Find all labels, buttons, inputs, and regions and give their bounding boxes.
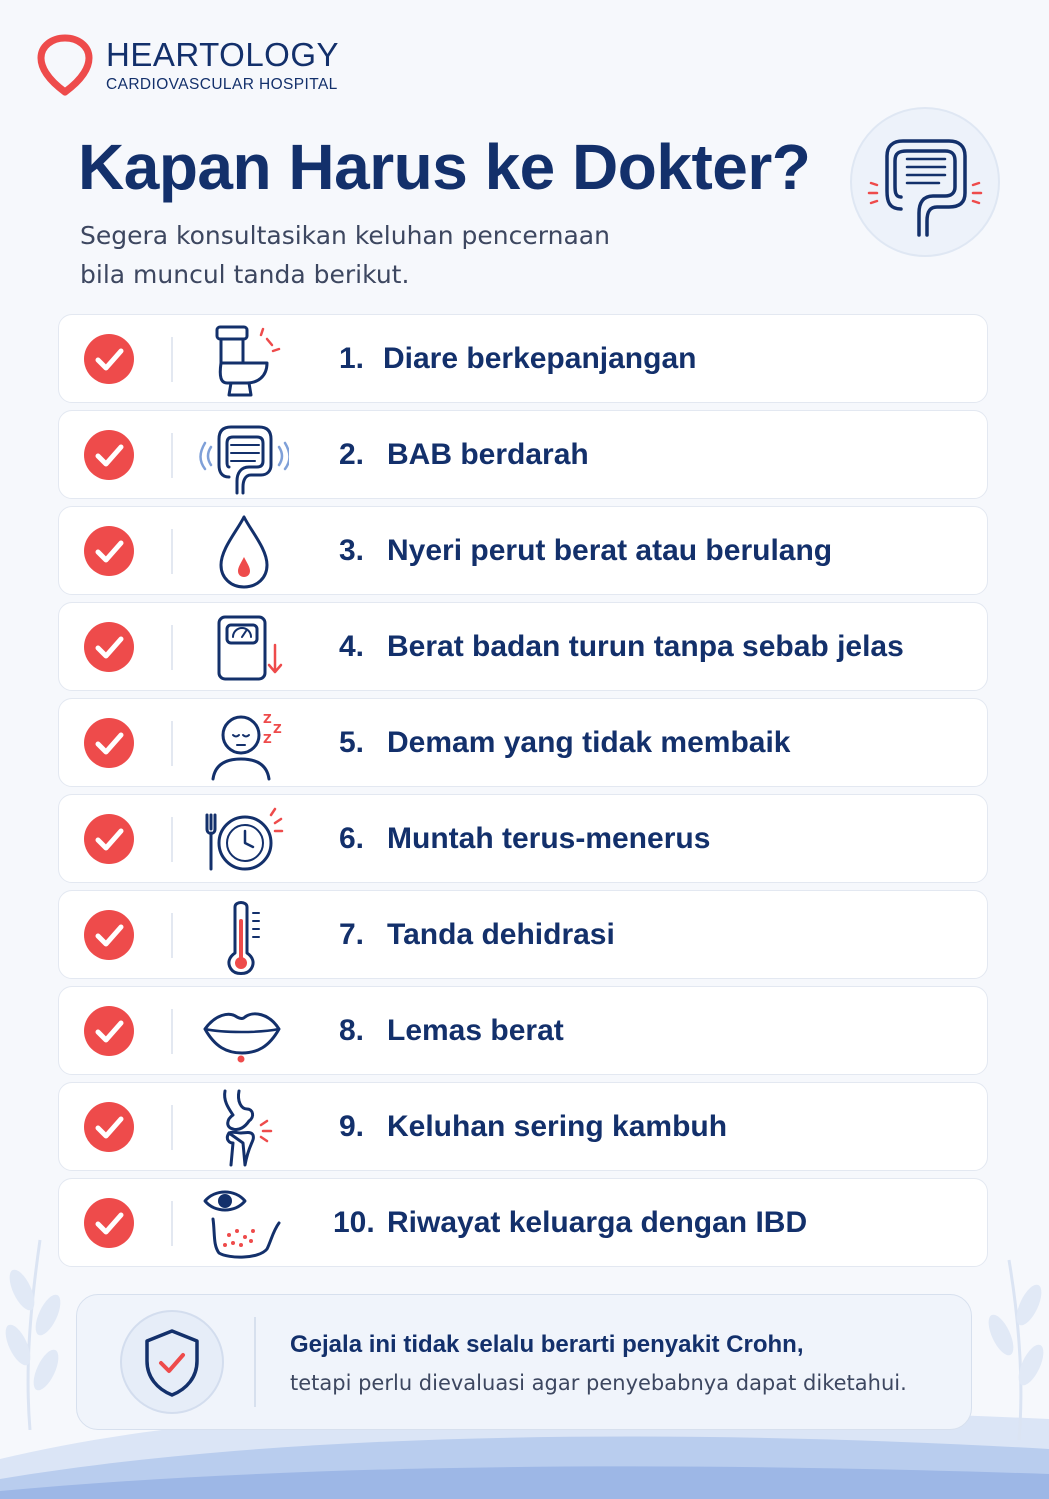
check-circle-icon xyxy=(83,333,135,385)
note-headline: Gejala ini tidak selalu berarti penyakit Crohn, xyxy=(290,1331,804,1358)
item-label: Lemas berat xyxy=(387,1014,564,1047)
item-number: 1. xyxy=(339,342,365,375)
check-circle-icon xyxy=(83,429,135,481)
list-item xyxy=(58,1082,988,1171)
intestine-icon xyxy=(199,415,289,495)
check-circle-icon xyxy=(83,525,135,577)
divider xyxy=(171,1201,173,1246)
item-label: Keluhan sering kambuh xyxy=(387,1110,728,1143)
intestine-icon xyxy=(849,101,1001,263)
note-body: tetapi perlu dievaluasi agar penyebabnya dapat diketahui. xyxy=(290,1371,907,1395)
brand-name: HEARTOLOGY xyxy=(106,36,340,73)
lips-icon xyxy=(199,991,289,1071)
brand-tagline: CARDIOVASCULAR HOSPITAL xyxy=(106,76,338,93)
check-circle-icon xyxy=(83,813,135,865)
item-number: 2. xyxy=(339,438,365,471)
brand-header xyxy=(36,34,339,98)
heart-pin-logo-icon xyxy=(36,34,94,98)
knee-joint-icon xyxy=(199,1087,289,1167)
item-number: 7. xyxy=(339,918,365,951)
eye-skin-icon xyxy=(199,1183,289,1263)
leaf-decoration-right xyxy=(979,1250,1049,1440)
divider xyxy=(171,1009,173,1054)
thermometer-icon xyxy=(199,895,289,975)
item-number: 8. xyxy=(339,1014,365,1047)
svg-text:Z: Z xyxy=(263,712,272,726)
item-label: Tanda dehidrasi xyxy=(387,918,615,951)
toilet-icon xyxy=(199,319,289,399)
symptom-list xyxy=(58,314,988,1274)
list-item xyxy=(58,602,988,691)
divider xyxy=(171,529,173,574)
tired-person-icon xyxy=(199,703,289,783)
check-circle-icon xyxy=(83,621,135,673)
item-number: 5. xyxy=(339,726,365,759)
item-label: Diare berkepanjangan xyxy=(383,342,697,375)
shield-check-icon xyxy=(119,1309,225,1415)
divider xyxy=(171,913,173,958)
list-item xyxy=(58,794,988,883)
scale-down-icon xyxy=(199,607,289,687)
page-subtitle: Segera konsultasikan keluhan pencernaan bila muncul tanda berikut. xyxy=(80,221,610,289)
check-circle-icon xyxy=(83,717,135,769)
list-item xyxy=(58,698,988,787)
item-number: 9. xyxy=(339,1110,365,1143)
item-label: Nyeri perut berat atau berulang xyxy=(387,534,833,567)
divider xyxy=(171,337,173,382)
divider xyxy=(171,625,173,670)
blood-drop-icon xyxy=(199,511,289,591)
svg-text:Z: Z xyxy=(263,732,272,746)
divider xyxy=(171,721,173,766)
divider xyxy=(171,1105,173,1150)
list-item xyxy=(58,1178,988,1267)
list-item xyxy=(58,890,988,979)
plate-clock-icon xyxy=(199,799,289,879)
item-label: Muntah terus-menerus xyxy=(387,822,711,855)
svg-text:Z: Z xyxy=(273,722,282,736)
item-label: Berat badan turun tanpa sebab jelas xyxy=(387,630,904,663)
item-label: Demam yang tidak membaik xyxy=(387,726,791,759)
item-number: 10. xyxy=(333,1206,375,1239)
item-number: 4. xyxy=(339,630,365,663)
list-item xyxy=(58,986,988,1075)
divider xyxy=(171,433,173,478)
item-number: 3. xyxy=(339,534,365,567)
item-label: BAB berdarah xyxy=(387,438,589,471)
list-item xyxy=(58,314,988,403)
check-circle-icon xyxy=(83,1005,135,1057)
item-label: Riwayat keluarga dengan IBD xyxy=(387,1206,808,1239)
check-circle-icon xyxy=(83,909,135,961)
divider xyxy=(254,1317,256,1407)
check-circle-icon xyxy=(83,1101,135,1153)
list-item xyxy=(58,410,988,499)
check-circle-icon xyxy=(83,1197,135,1249)
list-item xyxy=(58,506,988,595)
info-note xyxy=(76,1294,972,1430)
divider xyxy=(171,817,173,862)
page-title: Kapan Harus ke Dokter? xyxy=(78,131,811,203)
item-number: 6. xyxy=(339,822,365,855)
